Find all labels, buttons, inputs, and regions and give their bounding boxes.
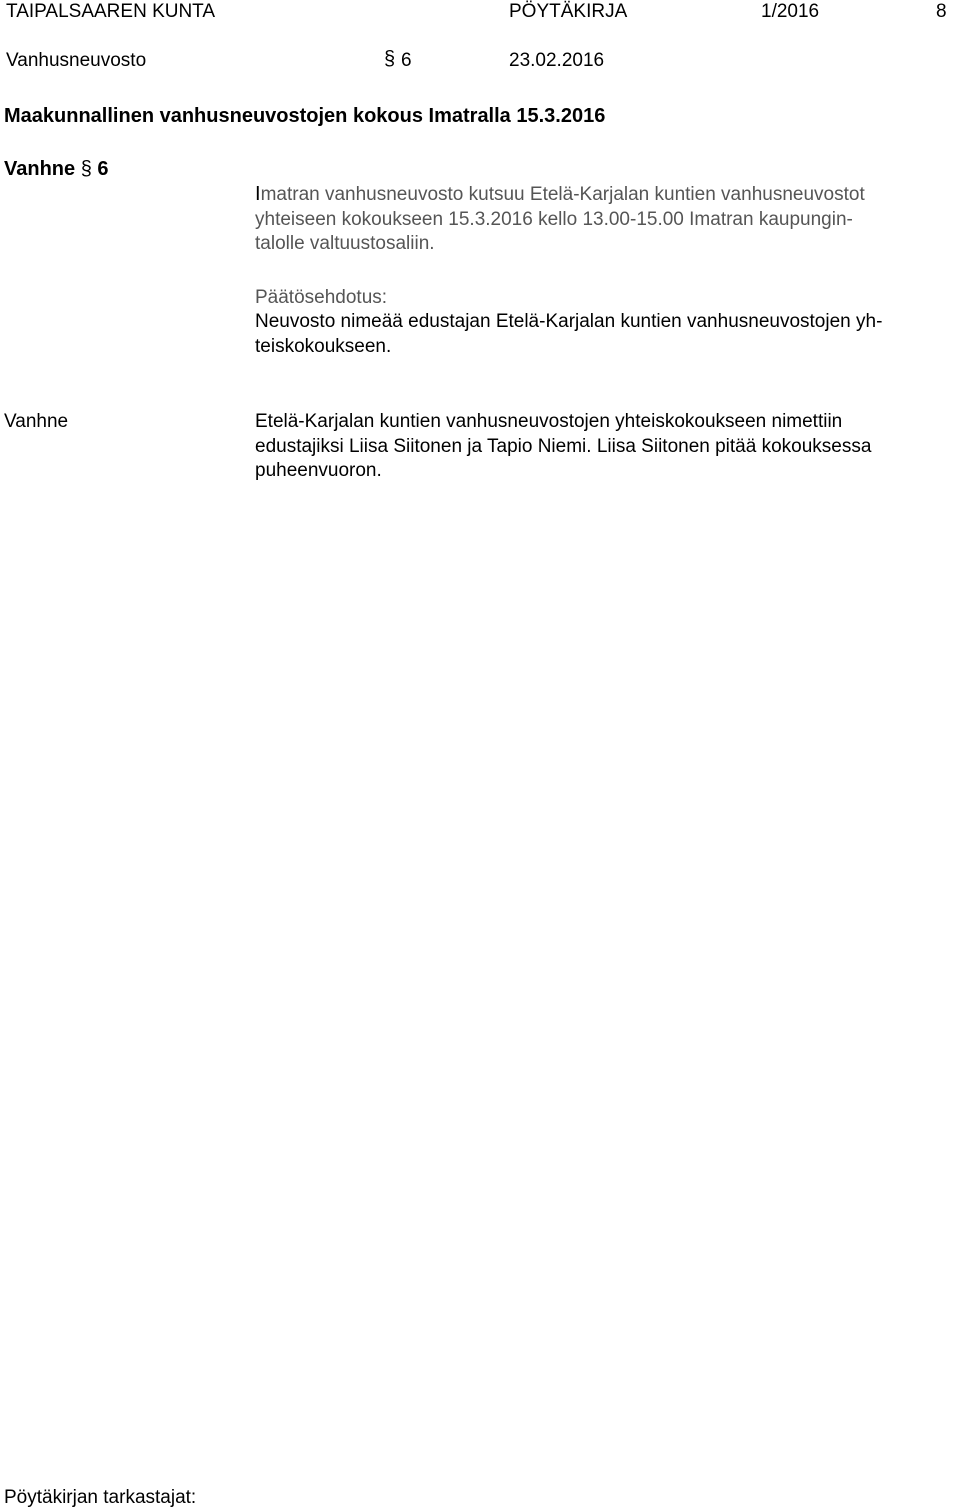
section-label	[4, 157, 109, 181]
page-number: 8	[936, 1, 947, 22]
intro-line-2: yhteiseen kokoukseen 15.3.2016 kello 13.00-15.00 Imatran kaupungin-	[255, 208, 853, 230]
section-label-symbol: §	[80, 158, 92, 180]
body-name: Vanhusneuvosto	[6, 50, 147, 71]
proposal-text	[255, 310, 955, 359]
section-label-body: Vanhne	[4, 158, 76, 180]
organization-name: TAIPALSAAREN KUNTA	[6, 1, 216, 22]
decision-line-3: puheenvuoron.	[255, 460, 382, 481]
decision-text	[255, 410, 955, 484]
meeting-date: 23.02.2016	[509, 50, 605, 71]
intro-line-3: talolle valtuustosaliin.	[255, 233, 435, 254]
decision-label: Vanhne	[4, 411, 69, 432]
intro-line-1: matran vanhusneuvosto kutsuu Etelä-Karjalan kuntien vanhusneuvostot	[260, 184, 865, 205]
section-number: 6	[401, 50, 412, 71]
section-symbol: §	[384, 48, 396, 70]
intro-paragraph	[255, 182, 955, 257]
intro-first-letter: I	[255, 183, 261, 205]
proposal-label: Päätösehdotus:	[255, 287, 388, 308]
document-type: PÖYTÄKIRJA	[509, 1, 628, 22]
proposal-line-1: Neuvosto nimeää edustajan Etelä-Karjalan kuntien vanhusneuvostojen yh-	[255, 311, 883, 332]
proposal-line-2: teiskokoukseen.	[255, 335, 392, 357]
decision-line-1: Etelä-Karjalan kuntien vanhusneuvostojen yhteiskokoukseen nimettiin	[255, 411, 843, 432]
item-title: Maakunnallinen vanhusneuvostojen kokous Imatralla 15.3.2016	[4, 105, 606, 127]
decision-line-2: edustajiksi Liisa Siitonen ja Tapio Niemi. Liisa Siitonen pitää kokouksessa	[255, 435, 872, 457]
document-number: 1/2016	[761, 1, 820, 22]
reviewers-label: Pöytäkirjan tarkastajat:	[4, 1487, 197, 1508]
section-label-number: 6	[97, 158, 109, 180]
intro-line	[255, 182, 955, 208]
